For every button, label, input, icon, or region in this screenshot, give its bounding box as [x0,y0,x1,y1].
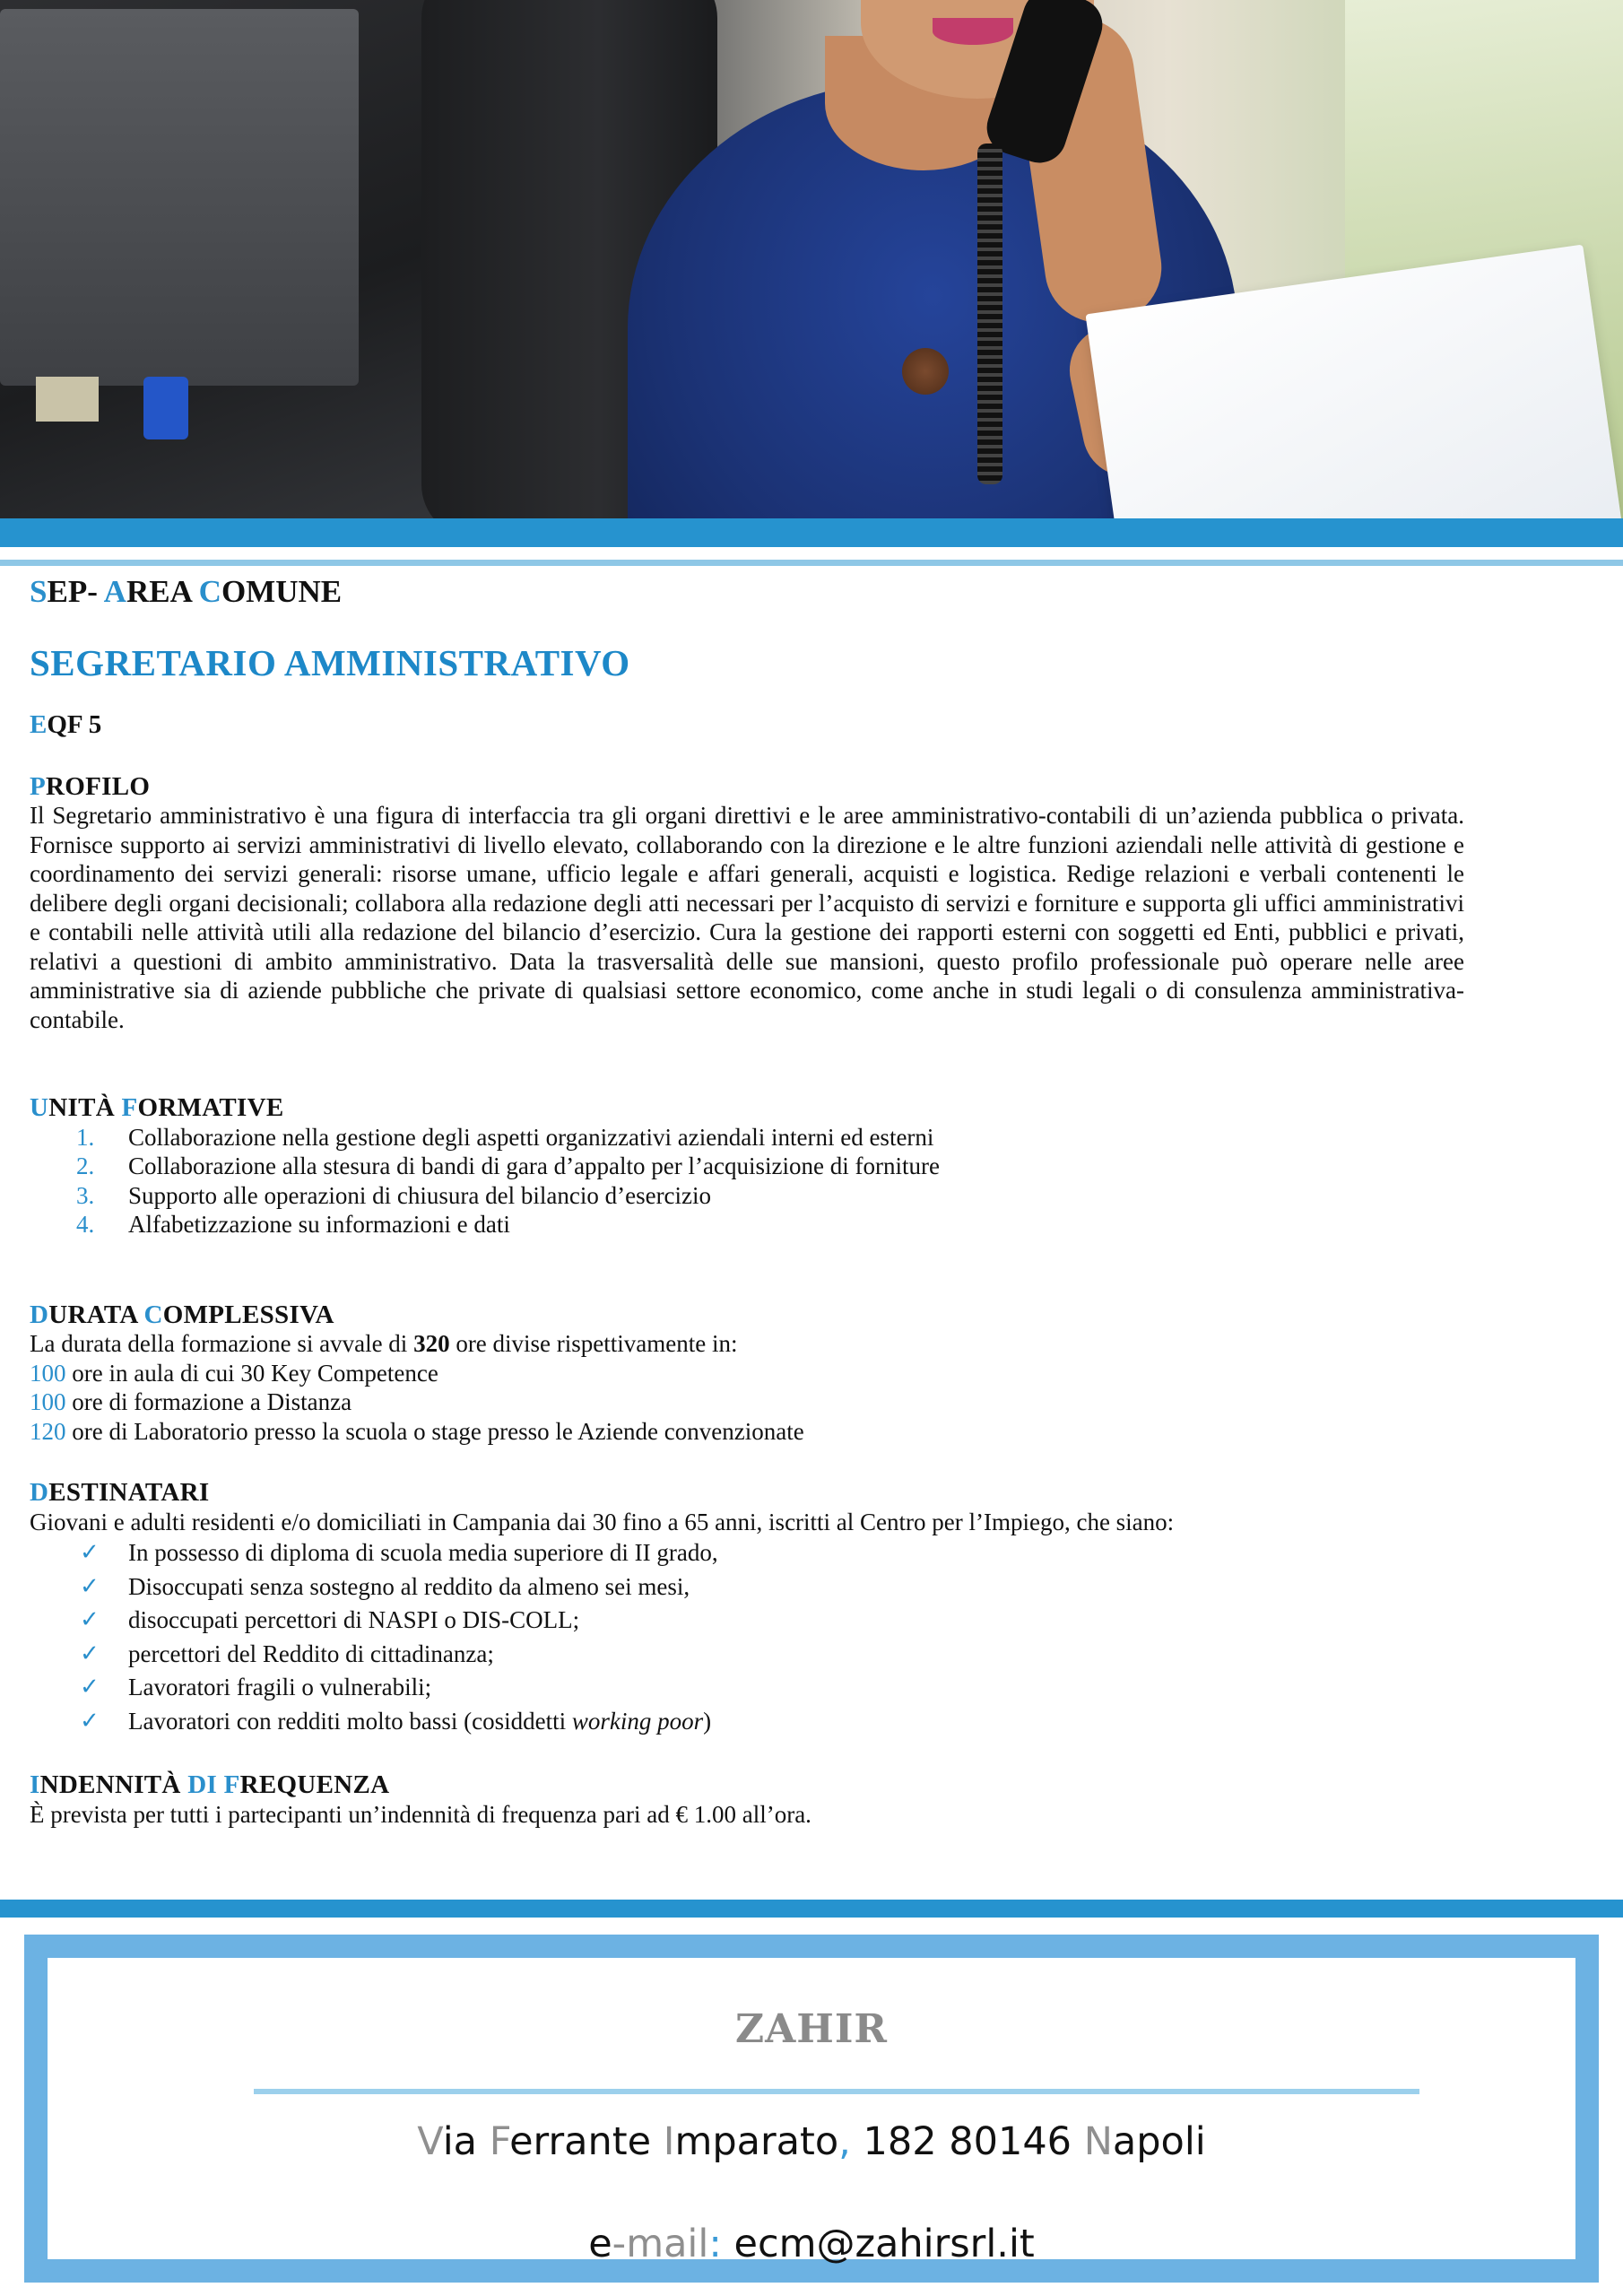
indennita-heading: INDENNITÀ DI FREQUENZA [30,1770,390,1799]
hours-line: 100 ore in aula di cui 30 Key Competence [30,1359,438,1387]
eqf-level: EQF 5 [30,710,102,739]
durata-heading: DURATA COMPLESSIVA [30,1300,334,1329]
list-item: 2. Collaborazione alla stesura di bandi di gara d’appalto per l’acquisizione di forniture [76,1152,940,1179]
footer-divider [254,2089,1419,2094]
indennita-text: È prevista per tutti i partecipanti un’indennità di frequenza pari ad € 1.00 all’ora. [30,1800,812,1828]
unita-formative-heading: UNITÀ FORMATIVE [30,1093,284,1122]
list-item: 4. Alfabetizzazione su informazioni e dati [76,1211,510,1238]
durata-intro: La durata della formazione si avvale di 320 ore divise rispettivamente in: [30,1330,738,1357]
destinatari-heading: DESTINATARI [30,1478,210,1507]
computer-monitor [0,0,430,518]
list-item: ✓ In possesso di diploma di scuola media superiore di II grado, [30,1536,1464,1570]
top-thin-rule [0,560,1623,566]
address: Via Ferrante Imparato, 182 80146 Napoli [417,2119,1206,2164]
check-icon: ✓ [80,1707,100,1735]
list-item: ✓ Disoccupati senza sostegno al reddito da almeno sei mesi, [30,1570,1464,1605]
check-icon: ✓ [80,1572,100,1600]
destinatari-list [30,1536,1464,1738]
hours-line: 120 ore di Laboratorio presso la scuola o stage presso le Aziende convenzionate [30,1417,804,1445]
document-body [30,574,1464,1829]
list-item: ✓ Lavoratori con redditi molto bassi (cosiddetti working poor) [30,1705,1464,1739]
area-title: SEP- AREA COMUNE [30,574,343,609]
list-item: ✓ disoccupati percettori di NASPI o DIS-COLL; [30,1604,1464,1638]
hero-photo [0,0,1623,518]
job-title: SEGRETARIO AMMINISTRATIVO [30,642,630,683]
check-icon: ✓ [80,1639,100,1667]
check-icon: ✓ [80,1674,100,1700]
list-item: 3. Supporto alle operazioni di chiusura del bilancio d’esercizio [76,1181,712,1209]
list-item: 1. Collaborazione nella gestione degli aspetti organizzativi aziendali interni ed esterni [76,1123,934,1151]
profilo-heading: PROFILO [30,771,151,801]
brand-name: ZAHIR [735,2006,888,2052]
contact-box [24,1935,1599,2283]
profilo-text: Il Segretario amministrativo è una figura di interfaccia tra gli organi direttivi e le aree amministrativo-contabili di un’azienda pubblica o privata. Fornisce supporto ai servizi amministrativi di livello elevato, collaborando con la direzione e le altre funzioni aziendali nelle attività di gestione e coordinamento dei servizi generali: risorse umane, ufficio legale e affari generali, acquisti e logistica. Redige relazioni e verbali contenenti le delibere degli organi decisionali; collabora alla redazione degli atti necessari per l’acquisto di servizi e forniture e supporta gli uffici amministrativi e contabili nelle attività utili alla redazione del bilancio d’esercizio. Cura la gestione dei rapporti esterni con soggetti ed Enti, pubblici e privati, relativi a questioni di ambito amministrativo. Data la trasversalità delle sue mansioni, questo profilo professionale può operare nelle aree amministrative sia di aziende pubbliche che private di qualsiasi settore economico, come anche in studi legali o di consulenza amministrativa-contabile. [30,802,1464,1033]
unita-formative-list [30,1123,1464,1239]
list-item: ✓ percettori del Reddito di cittadinanza; [30,1638,1464,1672]
check-icon: ✓ [80,1539,100,1566]
bottom-blue-band [0,1900,1623,1918]
email-address[interactable]: e-mail: ecm@zahirsrl.it [588,2222,1035,2266]
top-blue-band [0,518,1623,547]
check-icon: ✓ [80,1606,100,1633]
hours-line: 100 ore di formazione a Distanza [30,1388,352,1415]
list-item: ✓ Lavoratori fragili o vulnerabili; [30,1671,1464,1705]
destinatari-intro: Giovani e adulti residenti e/o domiciliati in Campania dai 30 fino a 65 anni, iscritti al Centro per l’Impiego, che siano: [30,1508,1175,1535]
